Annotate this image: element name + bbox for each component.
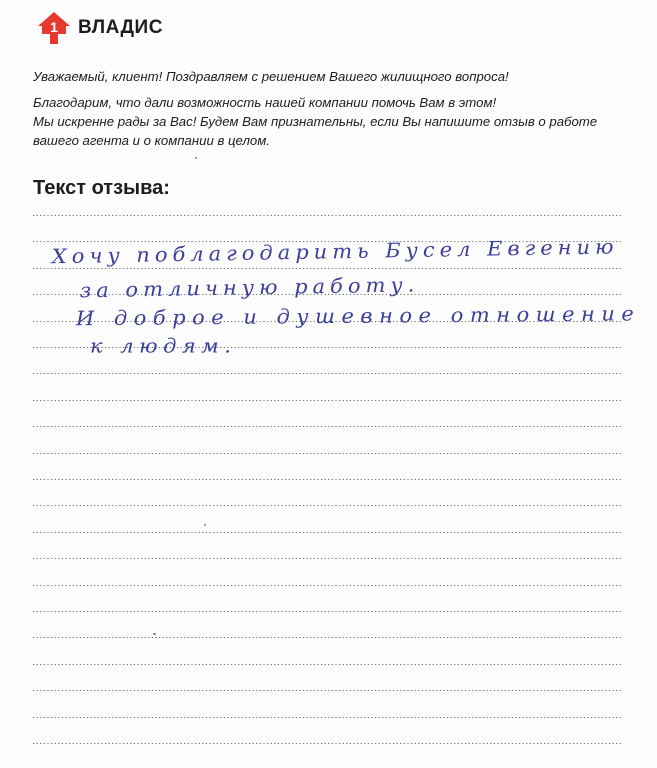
brand-name: ВЛАДИС [78,17,163,38]
handwritten-line: И доброе и душевное отношение [75,302,641,330]
logo-digit: 1 [50,19,58,35]
ruled-lines [33,0,621,768]
scan-speck [204,524,206,526]
greeting-line: Уважаемый, клиент! Поздравляем с решением Вашего жилищного вопроса! [33,69,509,84]
handwritten-line: к людям. [90,334,237,357]
review-title: Текст отзыва: [33,177,170,199]
handwritten-line: Хочу поблагодарить Бусел Евгению [51,235,619,268]
thanks-line: Благодарим, что дали возможность нашей компании помочь Вам в этом! [33,95,497,110]
handwritten-line: за отличную работу. [79,273,420,302]
request-line-end: вашего агента и о компании в целом. [33,133,270,148]
scan-speck [153,633,156,635]
request-line: Мы искренне рады за Вас! Будем Вам признательны, если Вы напишите отзыв о работе [33,114,598,129]
scan-speck [195,157,197,159]
